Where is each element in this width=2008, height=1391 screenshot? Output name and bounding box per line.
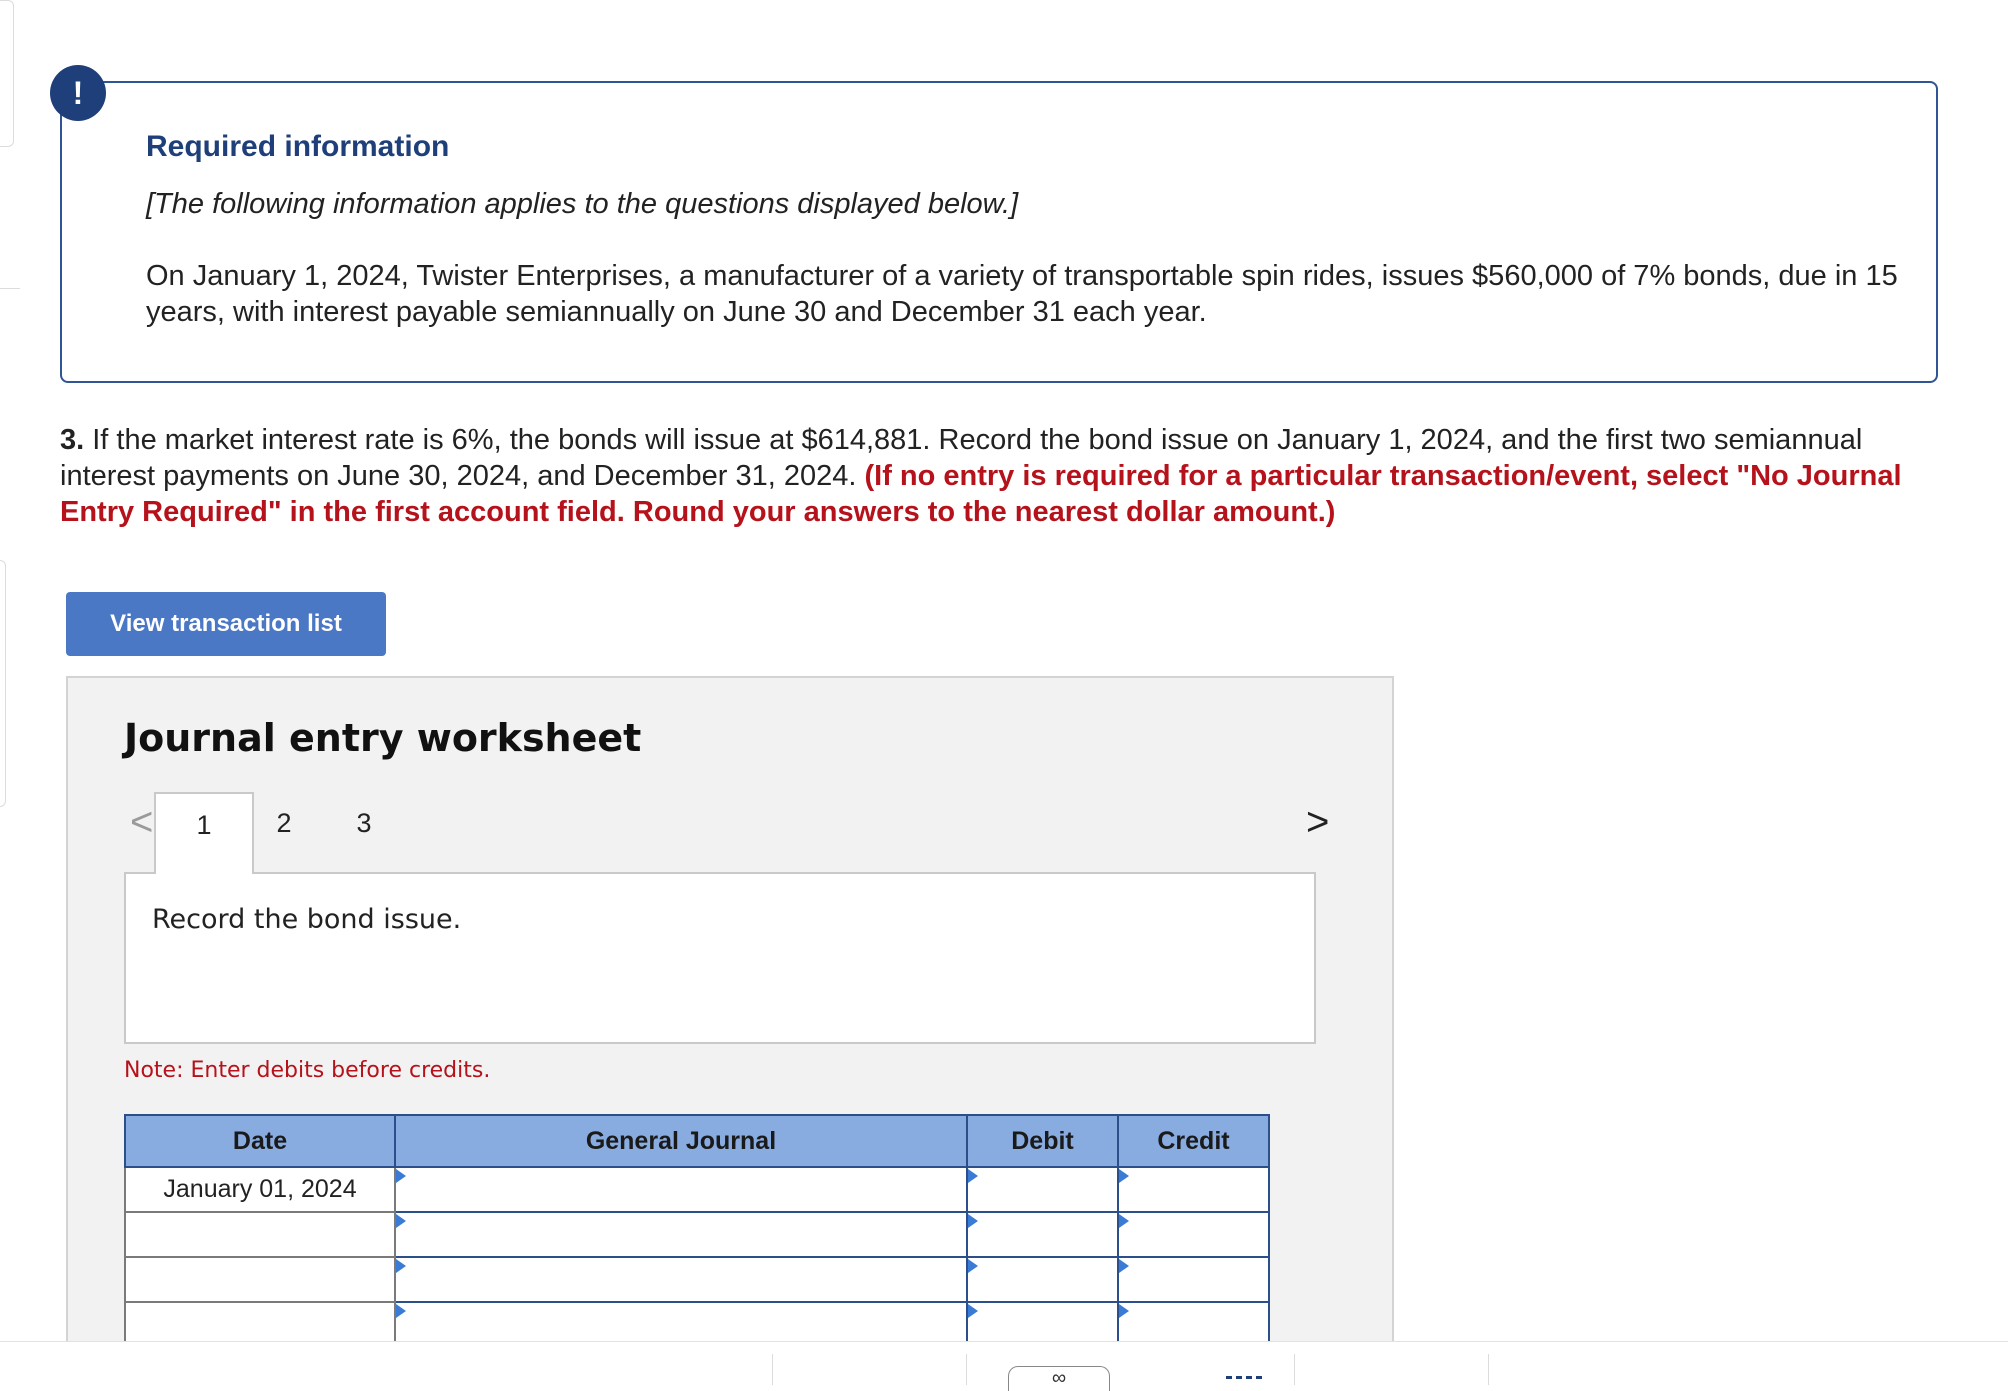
account-cell[interactable] <box>395 1167 967 1212</box>
toolbar-divider <box>1294 1354 1295 1385</box>
info-body: On January 1, 2024, Twister Enterprises, a manufacturer of a variety of transportable spin rides, issues $560,000 of 7% bonds, due in 15 years, with interest payable semiannually on June 30 and December 31 each year. <box>146 260 1898 328</box>
table-row <box>125 1257 1269 1302</box>
credit-field[interactable] <box>1123 1264 1264 1295</box>
info-title: Required information <box>146 130 450 163</box>
bottom-toolbar <box>0 1341 2008 1389</box>
toolbar-divider <box>772 1354 773 1385</box>
question-body: If the market interest rate is 6%, the bonds will issue at $614,881. Record the bond issue on January 1, 2024, and the first two semiannual interest payments on June 30, 2024, and December 31, 2024. <box>60 424 1863 492</box>
question-number: 3. <box>60 424 85 456</box>
debit-field[interactable] <box>972 1174 1113 1205</box>
account-cell[interactable] <box>395 1212 967 1257</box>
journal-table <box>124 1114 1270 1348</box>
account-field[interactable] <box>400 1264 962 1295</box>
column-header-credit: Credit <box>1118 1115 1269 1167</box>
date-cell <box>125 1212 395 1257</box>
debit-cell[interactable] <box>967 1257 1118 1302</box>
credit-field[interactable] <box>1123 1174 1264 1205</box>
side-rail-divider <box>0 288 20 289</box>
tab-2[interactable]: 2 <box>276 808 292 838</box>
table-row <box>125 1167 1269 1212</box>
chevron-right-icon[interactable]: > <box>1306 800 1330 844</box>
debit-credit-note: Note: Enter debits before credits. <box>124 1058 491 1083</box>
journal-entry-worksheet <box>66 676 1394 1384</box>
tab-panel <box>124 872 1316 1044</box>
question-instruction: (If no entry is required for a particular transaction/event, select "No Journal Entry Required" in the first account field. Round your answers to the nearest dollar amount.) <box>60 460 1902 528</box>
question-text <box>60 422 1940 530</box>
column-header-general-journal: General Journal <box>395 1115 967 1167</box>
info-subtitle: [The following information applies to the questions displayed below.] <box>146 188 1019 220</box>
date-cell <box>125 1257 395 1302</box>
required-information-box <box>60 81 1938 383</box>
journal-header-row <box>125 1115 1269 1167</box>
column-header-date: Date <box>125 1115 395 1167</box>
account-field[interactable] <box>400 1309 962 1340</box>
debit-field[interactable] <box>972 1309 1113 1340</box>
credit-field[interactable] <box>1123 1219 1264 1250</box>
account-field[interactable] <box>400 1219 962 1250</box>
credit-field[interactable] <box>1123 1309 1264 1340</box>
side-rail-tab-lower <box>0 560 6 807</box>
toolbar-divider <box>966 1354 967 1385</box>
toolbar-divider <box>1488 1354 1489 1385</box>
view-transaction-list-button[interactable]: View transaction list <box>66 592 386 656</box>
credit-cell[interactable] <box>1118 1212 1269 1257</box>
worksheet-title: Journal entry worksheet <box>124 716 642 760</box>
tab-1[interactable]: 1 <box>154 792 254 874</box>
chevron-left-icon[interactable]: < <box>130 800 154 844</box>
debit-cell[interactable] <box>967 1167 1118 1212</box>
credit-cell[interactable] <box>1118 1257 1269 1302</box>
alert-icon: ! <box>50 65 106 121</box>
account-cell[interactable] <box>395 1257 967 1302</box>
link-icon[interactable]: ∞ <box>1008 1366 1110 1391</box>
debit-field[interactable] <box>972 1219 1113 1250</box>
table-row <box>125 1212 1269 1257</box>
side-rail-tab <box>0 0 14 147</box>
debit-cell[interactable] <box>967 1212 1118 1257</box>
credit-cell[interactable] <box>1118 1167 1269 1212</box>
column-header-debit: Debit <box>967 1115 1118 1167</box>
tab-3[interactable]: 3 <box>356 808 372 838</box>
date-cell: January 01, 2024 <box>125 1167 395 1212</box>
debit-field[interactable] <box>972 1264 1113 1295</box>
panel-instruction: Record the bond issue. <box>152 904 462 935</box>
more-icon[interactable] <box>1226 1376 1262 1387</box>
account-field[interactable] <box>400 1174 962 1205</box>
